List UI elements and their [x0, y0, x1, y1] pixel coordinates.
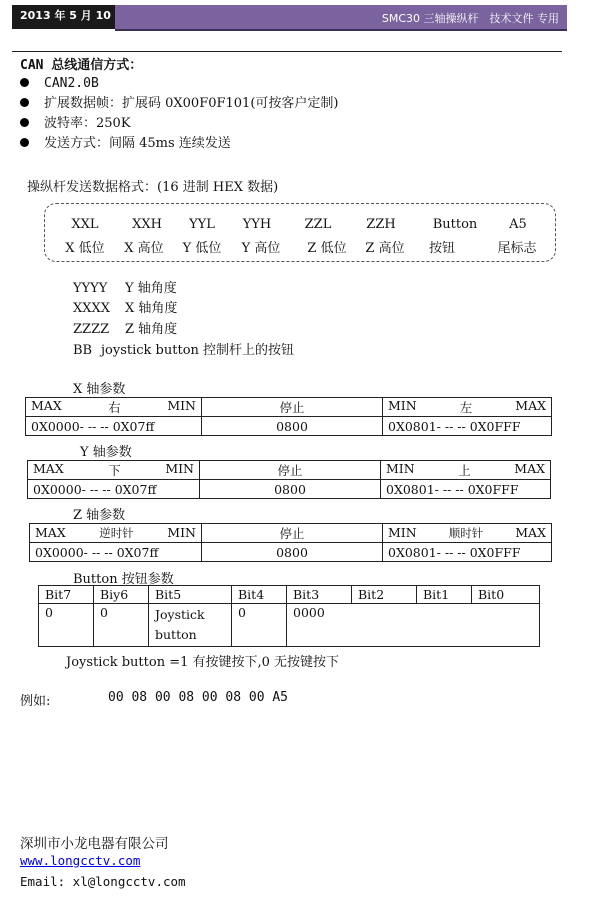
button-note: Joystick button =1 有按键按下,0 无按键按下 — [66, 655, 340, 670]
header-rule — [115, 29, 567, 31]
format-code: YYH — [242, 217, 272, 232]
x-axis-title: X 轴参数 — [73, 382, 126, 397]
legend-item: ZZZZ Z 轴角度 — [73, 322, 178, 337]
bullet-text: 扩展数据帧：扩展码 0X00F0F101(可按客户定制) — [44, 96, 339, 111]
format-desc: Y 高位 — [241, 241, 281, 256]
divider — [12, 51, 562, 52]
page-header — [12, 5, 567, 44]
format-title: 操纵杆发送数据格式：(16 进制 HEX 数据) — [27, 180, 279, 195]
format-code: ZZL — [304, 217, 332, 232]
company-name: 深圳市小龙电器有限公司 — [20, 836, 169, 852]
header-title: SMC30 三轴操纵杆 技术文件 专用 — [381, 12, 559, 25]
format-code: Button — [432, 217, 478, 232]
bullet-item — [20, 134, 560, 154]
legend-item: YYYY Y 轴角度 — [73, 281, 177, 296]
bullet-text: 发送方式：间隔 45ms 连续发送 — [44, 136, 231, 151]
example-label: 例如: — [20, 694, 51, 709]
bullet-item — [20, 74, 560, 94]
format-desc: Z 低位 — [307, 241, 347, 256]
example-value: 00 08 00 08 00 08 00 A5 — [108, 690, 289, 705]
header-date: 2013 年 5 月 10 日 — [12, 5, 115, 29]
bullet-icon — [20, 138, 29, 147]
y-axis-table: MAX 下 MIN 停止 MIN 上 MAX 0X0000- -- -- 0X07ff 0800 0X0801- -- -- 0X0FFF — [27, 460, 551, 499]
z-axis-table: MAX 逆时针 MIN 停止 MIN 顺时针 MAX 0X0000- -- -- 0X07ff 0800 0X0801- -- -- 0X0FFF — [29, 523, 552, 562]
format-desc: 尾标志 — [497, 241, 537, 256]
format-code: A5 — [509, 217, 527, 232]
y-axis-title: Y 轴参数 — [80, 445, 132, 460]
format-desc: Y 低位 — [182, 241, 222, 256]
bullet-item — [20, 94, 560, 114]
format-code: YYL — [189, 217, 215, 232]
z-axis-title: Z 轴参数 — [73, 508, 126, 523]
email-text: Email: xl@longcctv.com — [20, 874, 186, 889]
format-desc: Z 高位 — [365, 241, 405, 256]
x-axis-table: MAX 右 MIN 停止 MIN 左 MAX 0X0000- -- -- 0X07ff 0800 0X0801- -- -- 0X0FFF — [25, 397, 552, 436]
bullet-icon — [20, 78, 29, 87]
format-code: XXH — [132, 217, 162, 232]
can-heading: CAN 总线通信方式： — [20, 58, 143, 73]
header-bar — [115, 5, 567, 29]
button-bit-table: Bit7 Biy6 Bit5 Bit4 Bit3 Bit2 Bit1 Bit0 0 0 Joystick button 0 0000 — [38, 585, 540, 647]
format-code: ZZH — [366, 217, 396, 232]
bullet-icon — [20, 118, 29, 127]
bullet-text: 波特率：250K — [44, 116, 131, 131]
bullet-text: CAN2.0B — [44, 76, 99, 91]
format-code: XXL — [71, 217, 99, 232]
bullet-icon — [20, 98, 29, 107]
button-title: Button 按钮参数 — [73, 572, 174, 587]
format-desc: X 低位 — [65, 241, 105, 256]
format-desc: X 高位 — [124, 241, 164, 256]
format-desc: 按钮 — [428, 241, 455, 256]
bullet-item — [20, 114, 560, 134]
website-link[interactable]: www.longcctv.com — [20, 853, 141, 868]
legend-item: XXXX X 轴角度 — [73, 301, 178, 316]
legend-item: BB joystick button 控制杆上的按钮 — [73, 343, 295, 358]
